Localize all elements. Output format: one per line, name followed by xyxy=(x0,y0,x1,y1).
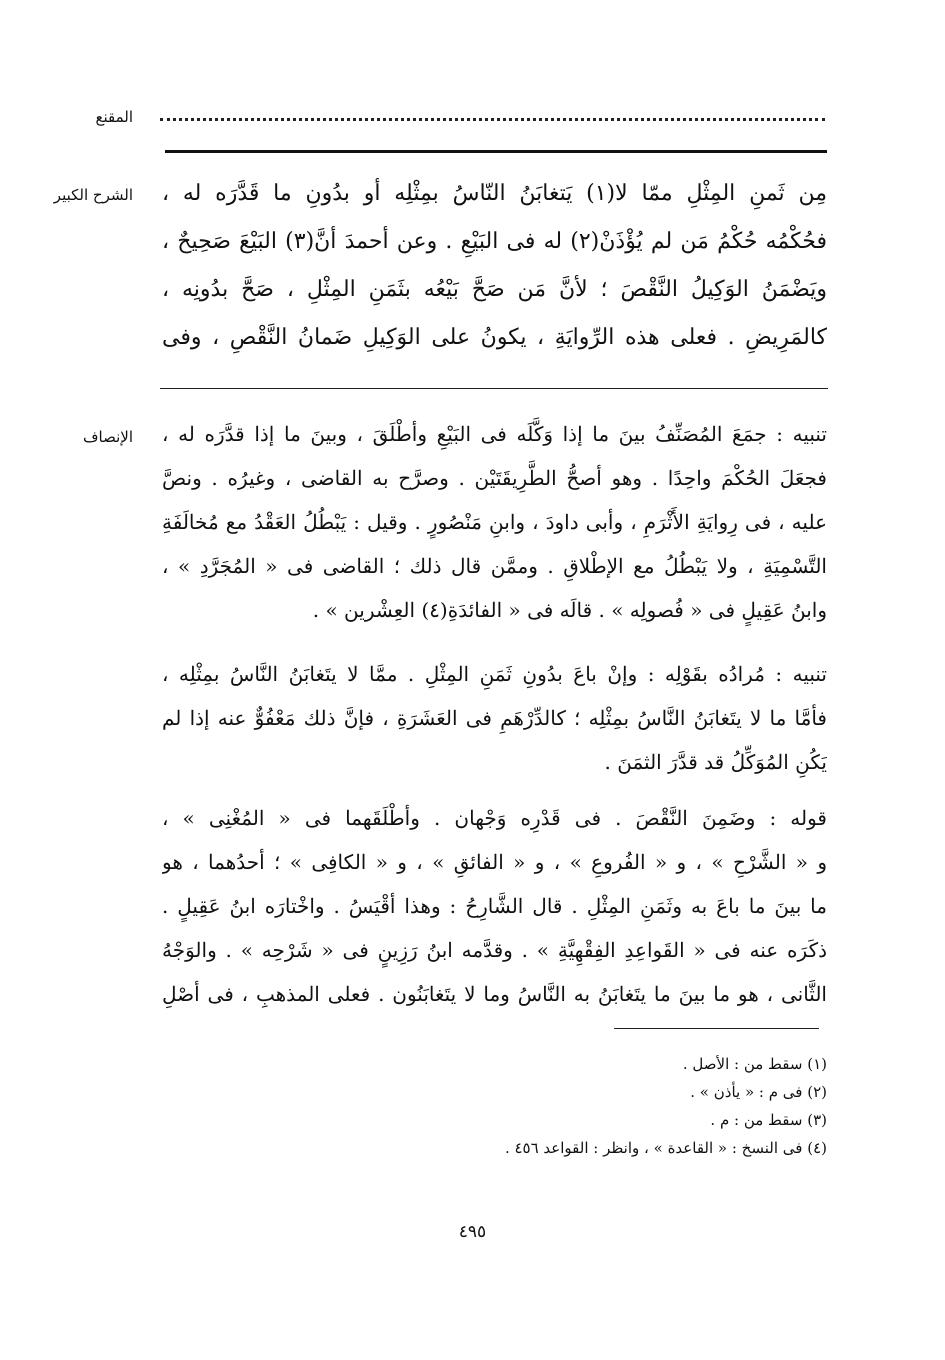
insaf-line: ذكَرَه عنه فى « القَواعِدِ الفِقْهِيَّةِ » . وقدَّمه ابنُ رَزِينٍ فى « شَرْحِه » . والوَجْهُ xyxy=(162,938,827,962)
margin-label-insaf: الإنصاف xyxy=(82,428,133,446)
sharh-line: مِن ثَمنِ المِثْلِ ممّا لا(١) يَتغابَنُ النّاسُ بمِثْلِه أو بدُونِ ما قَدَّرَه له ، xyxy=(162,181,827,206)
insaf-line: التَّسْمِيَةِ ، ولا يَبْطُلُ مع الإطْلاقِ . وممَّن قال ذلك ؛ القاضى فى « المُجَرَّدِ » ، xyxy=(162,554,827,578)
insaf-line: تنبيه : جمَعَ المُصَنِّفُ بينَ ما إذا وَكَّلَه فى البَيْعِ وأطْلَقَ ، وبينَ ما إذا قدَّرَه له ، xyxy=(162,422,827,446)
insaf-line: وابنُ عَقِيلٍ فى « فُصولِه » . قالَه فى « الفائدَةِ(٤) العِشْرين » . xyxy=(312,598,827,622)
insaf-line: فأمَّا ما لا يتَغابَنُ النَّاسُ بمِثْلِه ؛ كالدِّرْهَمِ فى العَشَرَةِ ، فإنَّ ذلك مَعْفُوٌّ عنه إذا لم xyxy=(162,706,827,730)
header-thick-rule xyxy=(165,150,827,153)
footnote: (٢) فى م : « يأذن » . xyxy=(690,1083,827,1101)
footnote: (٣) سقط من : م . xyxy=(710,1111,827,1129)
insaf-line: ما بينَ ما باعَ به وثَمَنِ المِثْلِ . قال الشَّارِحُ : وهذا أقْيَسُ . واخْتارَه ابنُ عَقِيلٍ . xyxy=(162,894,827,918)
insaf-line: و « الشَّرْحِ » ، و « الفُروعِ » ، و « الفائقِ » ، و « الكافِى » ؛ أحدُهما ، هو xyxy=(162,850,827,874)
sharh-text-block xyxy=(162,170,827,362)
sharh-line: كالمَرِيضِ . فعلى هذه الرِّوايَةِ ، يكونُ على الوَكِيلِ ضَمانُ النَّقْصِ ، وفى xyxy=(162,325,827,350)
sharh-line: فحُكْمُه حُكْمُ مَن لم يُؤْذَنْ(٢) له فى البَيْعِ . وعن أحمدَ أنَّ(٣) البَيْعَ صَحِيحٌ ، xyxy=(162,229,827,254)
insaf-paragraph-3 xyxy=(162,796,827,1016)
footnote-divider xyxy=(614,1028,819,1029)
header-dotted-rule xyxy=(160,108,825,121)
footnotes-block xyxy=(162,1050,827,1162)
insaf-line: قوله : وضَمِنَ النَّقْصَ . فى قَدْرِه وَجْهان . وأطْلَقَهما فى « المُغْنِى » ، xyxy=(162,806,827,830)
section-divider xyxy=(160,388,828,389)
book-title: المقنع xyxy=(95,108,133,126)
insaf-line: عليه ، فى رِوايَةِ الأَثْرَمِ ، وأبى داودَ ، وابنِ مَنْصُورٍ . وقيل : يَبْطُلُ العَقْدُ مع مُخالَفَةِ xyxy=(162,510,827,534)
insaf-line: يَكُنِ المُوَكِّلُ قد قدَّرَ الثمَنَ . xyxy=(604,750,827,774)
page-number: ٤٩٥ xyxy=(458,1222,487,1242)
insaf-line: تنبيه : مُرادُه بقَوْلِه : وإنْ باعَ بدُونِ ثَمَنِ المِثْلِ . ممَّا لا يتَغابَنُ النَّاسُ بمِثْلِه ، xyxy=(162,662,827,686)
insaf-line: فجعَلَ الحُكْمَ واحِدًا . وهو أصحُّ الطَّرِيقَتَيْن . وصرَّح به القاضى ، وغيرُه . ونصَّ xyxy=(162,466,827,490)
insaf-paragraph-1 xyxy=(162,412,827,632)
insaf-paragraph-2 xyxy=(162,652,827,784)
sharh-line: ويَضْمَنُ الوَكِيلُ النَّقْصَ ؛ لأنَّ مَن صَحَّ بَيْعُه بثَمَنِ المِثْلِ ، صَحَّ بدُونِه ، xyxy=(162,277,827,302)
footnote: (٤) فى النسخ : « القاعدة » ، وانظر : القواعد ٤٥٦ . xyxy=(504,1139,827,1157)
insaf-line: الثَّانى ، هو ما بينَ ما يتَغابَنُ به النَّاسُ وما لا يتَغابَنُون . فعلى المذهبِ ، فى أصْلِ xyxy=(162,982,827,1006)
footnote: (١) سقط من : الأصل . xyxy=(682,1055,827,1073)
margin-label-sharh: الشرح الكبير xyxy=(53,186,133,204)
